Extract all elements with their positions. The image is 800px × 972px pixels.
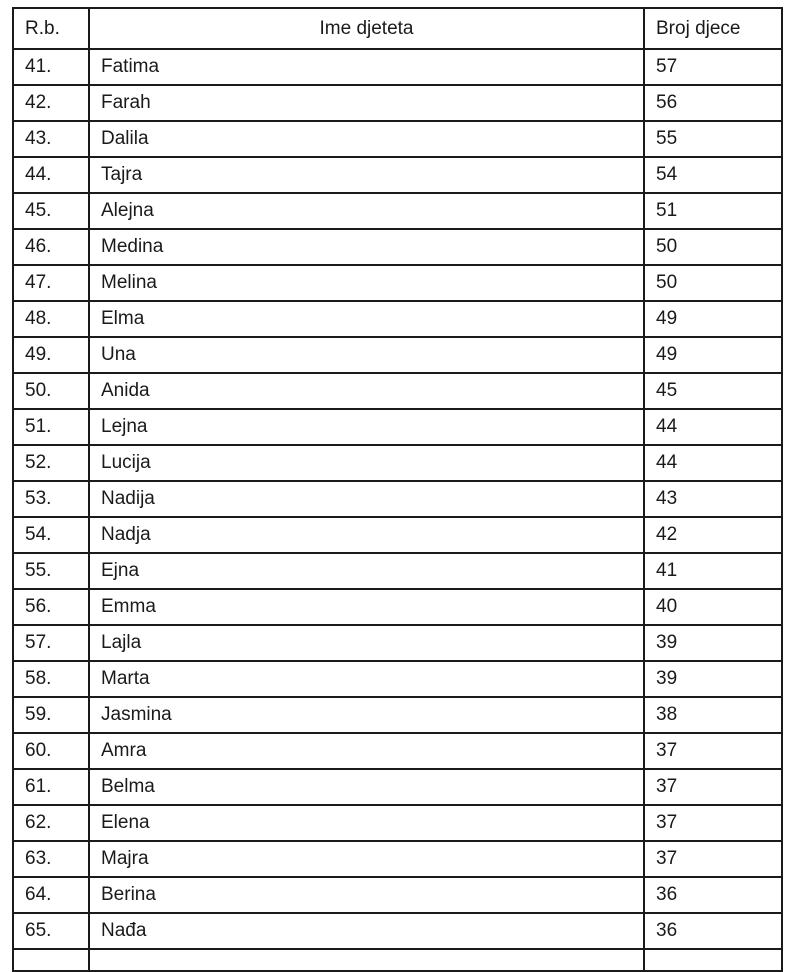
rank-cell: 44. <box>13 157 89 193</box>
table-row <box>13 373 782 409</box>
names-table <box>12 7 783 972</box>
name-cell: Una <box>89 337 644 373</box>
rank-cell: 51. <box>13 409 89 445</box>
rank-cell: 50. <box>13 373 89 409</box>
count-cell: 45 <box>644 373 782 409</box>
name-cell: Tajra <box>89 157 644 193</box>
rank-cell: 42. <box>13 85 89 121</box>
rank-cell: 64. <box>13 877 89 913</box>
table-row <box>13 697 782 733</box>
name-cell: Elma <box>89 301 644 337</box>
table-header-row <box>13 8 782 49</box>
name-cell: Alejna <box>89 193 644 229</box>
name-cell: Berina <box>89 877 644 913</box>
rank-cell: 56. <box>13 589 89 625</box>
rank-cell: 48. <box>13 301 89 337</box>
name-cell: Dalila <box>89 121 644 157</box>
header-name: Ime djeteta <box>89 8 644 49</box>
table-row <box>13 409 782 445</box>
rank-cell: 46. <box>13 229 89 265</box>
table-row <box>13 877 782 913</box>
name-cell: Jasmina <box>89 697 644 733</box>
rank-cell: 59. <box>13 697 89 733</box>
rank-cell: 41. <box>13 49 89 85</box>
rank-cell: 55. <box>13 553 89 589</box>
count-cell: 44 <box>644 445 782 481</box>
rank-cell: 53. <box>13 481 89 517</box>
table-row <box>13 301 782 337</box>
count-cell: 49 <box>644 337 782 373</box>
count-cell: 40 <box>644 589 782 625</box>
count-cell: 36 <box>644 913 782 949</box>
table-row <box>13 805 782 841</box>
count-cell: 39 <box>644 661 782 697</box>
rank-cell: 65. <box>13 913 89 949</box>
count-cell: 56 <box>644 85 782 121</box>
table-row-partial <box>13 949 782 971</box>
name-cell: Elena <box>89 805 644 841</box>
count-cell: 42 <box>644 517 782 553</box>
name-cell: Nađa <box>89 913 644 949</box>
name-cell: Lejna <box>89 409 644 445</box>
rank-cell: 61. <box>13 769 89 805</box>
empty-cell <box>644 949 782 971</box>
table-row <box>13 589 782 625</box>
table-row <box>13 49 782 85</box>
table-row <box>13 85 782 121</box>
name-cell: Anida <box>89 373 644 409</box>
count-cell: 57 <box>644 49 782 85</box>
rank-cell: 54. <box>13 517 89 553</box>
rank-cell: 49. <box>13 337 89 373</box>
table-row <box>13 157 782 193</box>
count-cell: 39 <box>644 625 782 661</box>
name-cell: Fatima <box>89 49 644 85</box>
table-row <box>13 121 782 157</box>
table-row <box>13 265 782 301</box>
name-cell: Farah <box>89 85 644 121</box>
table-row <box>13 733 782 769</box>
rank-cell: 52. <box>13 445 89 481</box>
name-cell: Lucija <box>89 445 644 481</box>
count-cell: 51 <box>644 193 782 229</box>
count-cell: 37 <box>644 733 782 769</box>
table-row <box>13 337 782 373</box>
count-cell: 41 <box>644 553 782 589</box>
rank-cell: 60. <box>13 733 89 769</box>
table-row <box>13 445 782 481</box>
empty-cell <box>13 949 89 971</box>
count-cell: 37 <box>644 769 782 805</box>
count-cell: 54 <box>644 157 782 193</box>
name-cell: Lajla <box>89 625 644 661</box>
name-cell: Nadja <box>89 517 644 553</box>
header-rank: R.b. <box>13 8 89 49</box>
table-row <box>13 553 782 589</box>
count-cell: 37 <box>644 805 782 841</box>
rank-cell: 62. <box>13 805 89 841</box>
count-cell: 44 <box>644 409 782 445</box>
count-cell: 50 <box>644 229 782 265</box>
table-row <box>13 841 782 877</box>
rank-cell: 58. <box>13 661 89 697</box>
count-cell: 55 <box>644 121 782 157</box>
name-cell: Melina <box>89 265 644 301</box>
table-row <box>13 193 782 229</box>
table-row <box>13 769 782 805</box>
table-row <box>13 661 782 697</box>
name-cell: Medina <box>89 229 644 265</box>
count-cell: 38 <box>644 697 782 733</box>
rank-cell: 43. <box>13 121 89 157</box>
name-cell: Nadija <box>89 481 644 517</box>
name-cell: Marta <box>89 661 644 697</box>
name-cell: Belma <box>89 769 644 805</box>
name-cell: Amra <box>89 733 644 769</box>
table-row <box>13 913 782 949</box>
count-cell: 43 <box>644 481 782 517</box>
table-row <box>13 517 782 553</box>
rank-cell: 63. <box>13 841 89 877</box>
name-cell: Ejna <box>89 553 644 589</box>
table-row <box>13 625 782 661</box>
empty-cell <box>89 949 644 971</box>
rank-cell: 45. <box>13 193 89 229</box>
name-cell: Emma <box>89 589 644 625</box>
count-cell: 37 <box>644 841 782 877</box>
table-row <box>13 229 782 265</box>
count-cell: 49 <box>644 301 782 337</box>
rank-cell: 57. <box>13 625 89 661</box>
table-row <box>13 481 782 517</box>
count-cell: 50 <box>644 265 782 301</box>
header-count: Broj djece <box>644 8 782 49</box>
rank-cell: 47. <box>13 265 89 301</box>
count-cell: 36 <box>644 877 782 913</box>
name-cell: Majra <box>89 841 644 877</box>
